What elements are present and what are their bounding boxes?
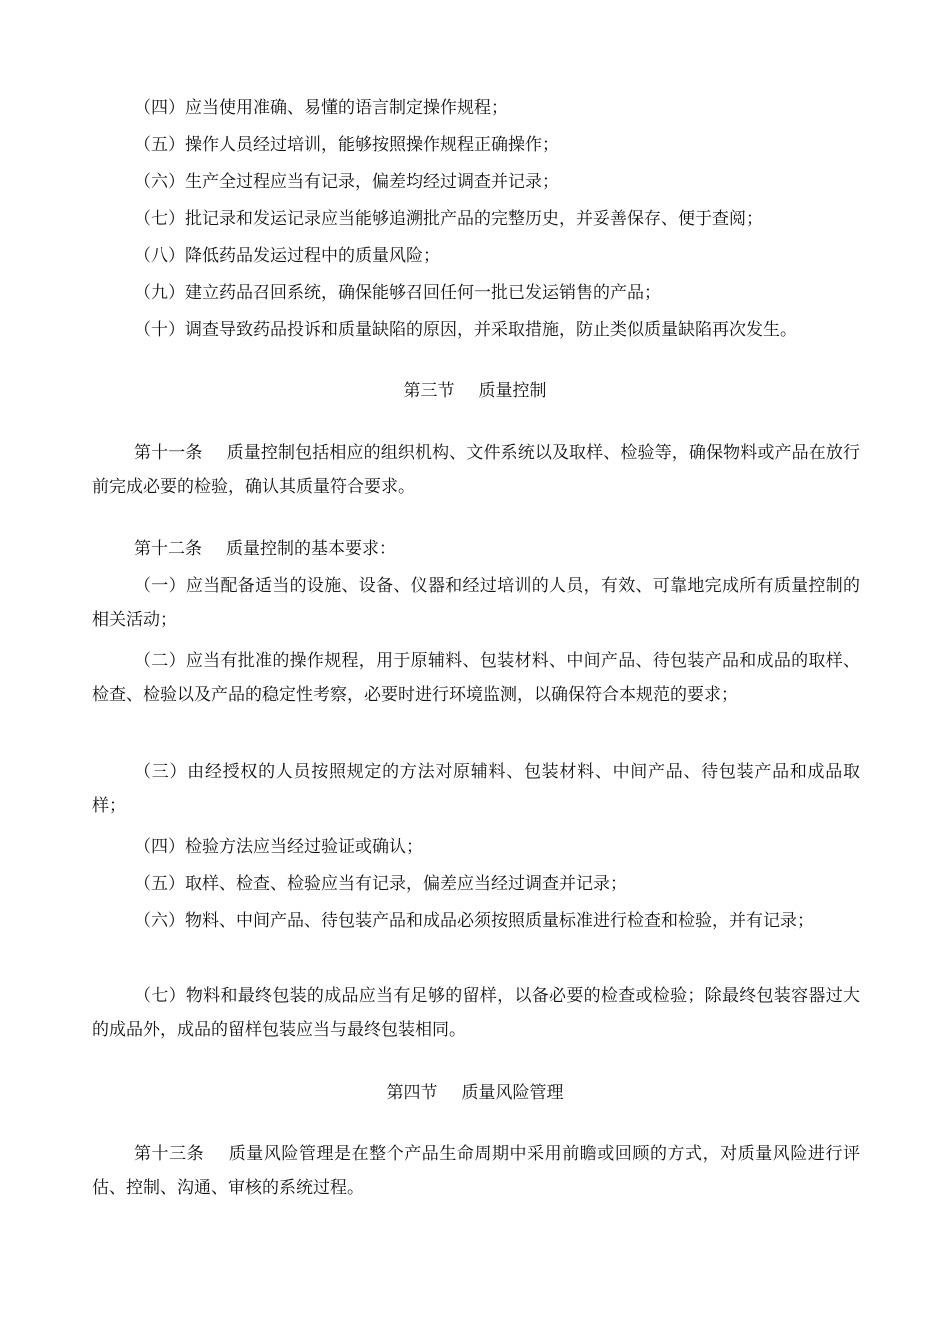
article-paragraph [92,1137,860,1205]
list-item: （四）检验方法应当经过验证或确认； [134,837,423,857]
section-heading [0,374,950,408]
list-item: （二）应当有批准的操作规程，用于原辅料、包装材料、中间产品、待包装产品和成品的取样、检查、检验以及产品的稳定性考察，必要时进行环境监测，以确保符合本规范的要求； [92,651,860,705]
list-item: （七）批记录和发运记录应当能够追溯批产品的完整历史，并妥善保存、便于查阅； [134,209,763,229]
article-text: 质量控制包括相应的组织机构、文件系统以及取样、检验等，确保物料或产品在放行前完成必要的检验，确认其质量符合要求。 [92,443,861,497]
section-title: 质量控制 [478,381,547,401]
list-item: （六）物料、中间产品、待包装产品和成品必须按照质量标准进行检查和检验，并有记录； [134,911,814,931]
list-item: （七）物料和最终包装的成品应当有足够的留样，以备必要的检查或检验；除最终包装容器过大的成品外，成品的留样包装应当与最终包装相同。 [92,986,860,1040]
article-text: 质量风险管理是在整个产品生命周期中采用前瞻或回顾的方式，对质量风险进行评估、控制、沟通、审核的系统过程。 [92,1144,861,1198]
section-heading [0,1076,950,1110]
article-text: 质量控制的基本要求： [226,539,396,559]
article-label: 第十三条 [134,1144,205,1164]
article-label: 第十一条 [134,443,203,463]
list-item: （四）应当使用准确、易懂的语言制定操作规程； [134,98,508,118]
list-item: （三）由经授权的人员按照规定的方法对原辅料、包装材料、中间产品、待包装产品和成品取样； [92,762,860,816]
article-label: 第十二条 [134,539,202,559]
list-item: （十）调查导致药品投诉和质量缺陷的原因，并采取措施，防止类似质量缺陷再次发生。 [134,320,797,340]
section-label: 第四节 [386,1083,438,1103]
article-paragraph [92,532,860,566]
list-item: （五）操作人员经过培训，能够按照操作规程正确操作； [134,135,559,155]
list-item: （五）取样、检查、检验应当有记录，偏差应当经过调查并记录； [134,874,627,894]
section-title: 质量风险管理 [461,1083,564,1103]
article-paragraph [92,436,860,504]
list-item: （九）建立药品召回系统，确保能够召回任何一批已发运销售的产品； [134,283,661,303]
list-item: （八）降低药品发运过程中的质量风险； [134,246,440,266]
section-label: 第三节 [403,381,455,401]
list-item: （一）应当配备适当的设施、设备、仪器和经过培训的人员，有效、可靠地完成所有质量控制的相关活动； [92,576,860,630]
list-item: （六）生产全过程应当有记录，偏差均经过调查并记录； [134,172,559,192]
